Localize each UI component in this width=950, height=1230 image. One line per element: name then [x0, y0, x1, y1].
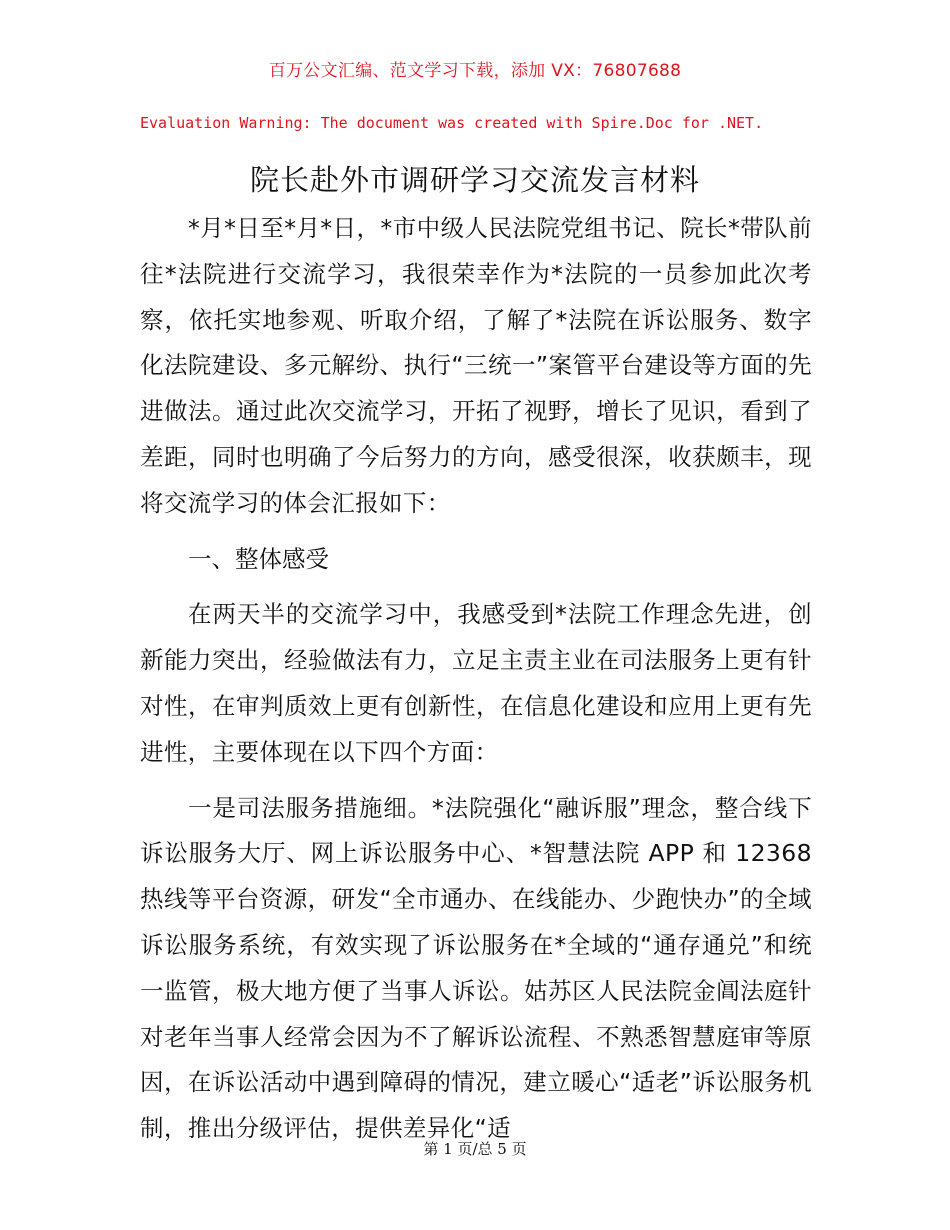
paragraph-gap	[140, 776, 812, 786]
page-indicator: 第 1 页/总 5 页	[423, 1140, 527, 1158]
document-body	[140, 206, 812, 1152]
paragraph-gap	[140, 527, 812, 537]
paragraph-intro: *月*日至*月*日，*市中级人民法院党组书记、院长*带队前往*法院进行交流学习，我很荣幸作为*法院的一员参加此次考察，依托实地参观、听取介绍，了解了*法院在诉讼服务、数字化法院建设、多元解纷、执行“三统一”案管平台建设等方面的先进做法。通过此次交流学习，开拓了视野，增长了见识，看到了差距，同时也明确了今后努力的方向，感受很深，收获颇丰，现将交流学习的体会汇报如下：	[140, 214, 812, 517]
document-title: 院长赴外市调研学习交流发言材料	[249, 163, 700, 197]
header-banner: 百万公文汇编、范文学习下载，添加 VX：76807688	[268, 61, 682, 81]
paragraph-point-one: 一是司法服务措施细。*法院强化“融诉服”理念，整合线下诉讼服务大厅、网上诉讼服务中心、*智慧法院 APP 和 12368 热线等平台资源，研发“全市通办、在线能办、少跑快办”的全域诉讼服务系统，有效实现了诉讼服务在*全域的“通存通兑”和统一监管，极大地方便了当事人诉讼。姑苏区人民法院金阊法庭针对老年当事人经常会因为不了解诉讼流程、不熟悉智慧庭审等原因，在诉讼活动中遇到障碍的情况，建立暖心“适老”诉讼服务机制，推出分级评估，提供差异化“适	[140, 793, 812, 1143]
paragraph-gap	[140, 582, 812, 592]
paragraph-overview: 在两天半的交流学习中，我感受到*法院工作理念先进，创新能力突出，经验做法有力，立足主责主业在司法服务上更有针对性，在审判质效上更有创新性，在信息化建设和应用上更有先进性，主要体现在以下四个方面：	[140, 600, 812, 766]
section-heading: 一、整体感受	[188, 544, 329, 573]
evaluation-warning: Evaluation Warning: The document was created with Spire.Doc for .NET.	[140, 114, 764, 132]
